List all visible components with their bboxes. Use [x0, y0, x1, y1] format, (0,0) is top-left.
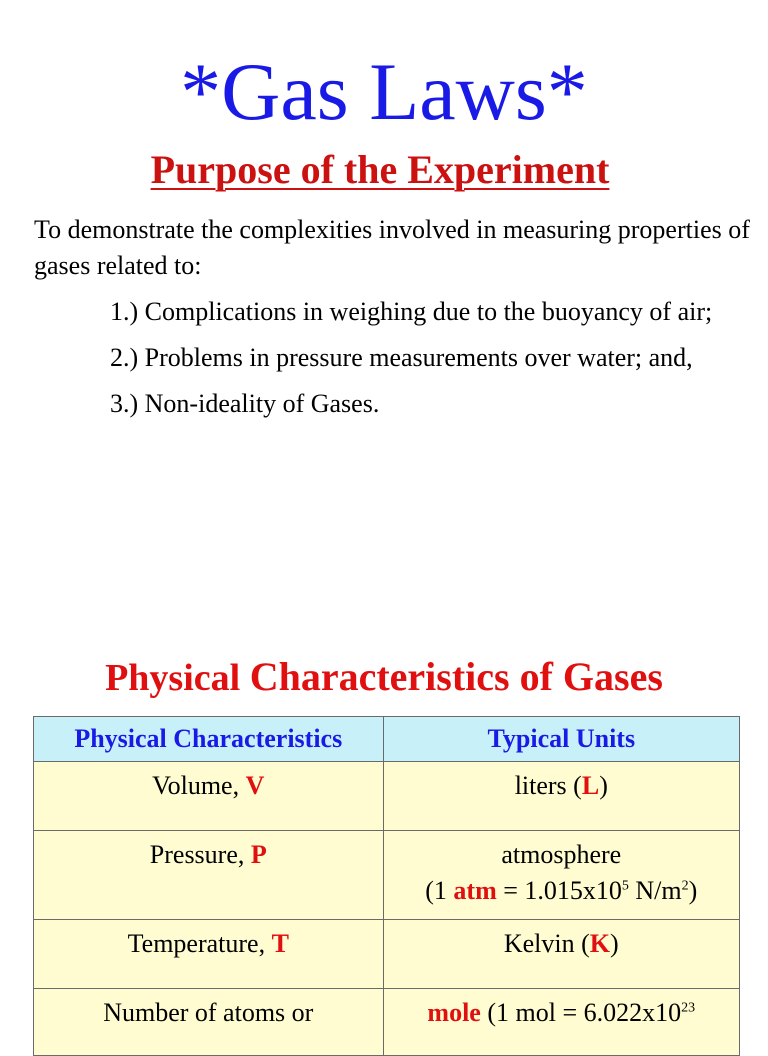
purpose-list — [110, 294, 750, 432]
characteristic-name: Pressure, — [149, 840, 251, 869]
unit-text: N/m — [628, 876, 682, 905]
characteristic-symbol: T — [271, 929, 289, 958]
cell-characteristic — [34, 989, 384, 1056]
unit-text: Kelvin ( — [503, 929, 590, 958]
characteristic-name: Volume, — [152, 771, 246, 800]
purpose-heading — [0, 144, 760, 196]
characteristics-heading-part-b: Characteristics of Gases — [249, 654, 663, 699]
cell-unit — [383, 831, 739, 920]
characteristic-name: Number of atoms or — [103, 998, 314, 1027]
characteristic-name: Temperature, — [127, 929, 272, 958]
list-item: 3.) Non-ideality of Gases. — [110, 389, 380, 418]
characteristic-symbol: V — [245, 771, 265, 800]
unit-exponent: 2 — [681, 878, 689, 894]
cell-unit — [383, 989, 739, 1056]
list-item: 1.) Complications in weighing due to the buoyancy of air; — [110, 297, 713, 326]
cell-unit — [383, 920, 739, 989]
unit-text: ) — [599, 771, 608, 800]
cell-unit — [383, 762, 739, 831]
unit-text: (1 — [425, 876, 454, 905]
column-header-units: Typical Units — [383, 717, 739, 762]
cell-characteristic — [34, 831, 384, 920]
characteristics-heading-part-a: Physical — [105, 657, 250, 699]
table-header-row — [34, 717, 740, 762]
unit-exponent: 23 — [681, 1000, 696, 1016]
unit-text: liters ( — [514, 771, 582, 800]
unit-definition — [388, 873, 735, 909]
unit-symbol: K — [589, 929, 611, 958]
unit-text: (1 mol = 6.022x10 — [480, 998, 682, 1027]
unit-symbol: mole — [427, 998, 481, 1027]
cell-characteristic — [34, 920, 384, 989]
purpose-intro: To demonstrate the complexities involved in measuring properties of gases related to: — [34, 215, 750, 280]
table-row — [34, 989, 740, 1056]
table-row — [34, 831, 740, 920]
cell-characteristic — [34, 762, 384, 831]
unit-exponent: 5 — [621, 878, 629, 894]
unit-text: ) — [610, 929, 619, 958]
unit-text: atmosphere — [501, 840, 622, 869]
characteristics-heading — [0, 652, 768, 703]
page-title: *Gas Laws* — [180, 46, 588, 137]
characteristics-table — [33, 716, 740, 1056]
list-item: 2.) Problems in pressure measurements over water; and, — [110, 343, 693, 372]
purpose-heading-text: Purpose of the Experiment — [150, 147, 610, 192]
unit-text: ) — [688, 876, 698, 905]
unit-symbol: L — [581, 771, 600, 800]
unit-text: = 1.015x10 — [496, 876, 622, 905]
table-row — [34, 762, 740, 831]
column-header-characteristic: Physical Characteristics — [34, 717, 384, 762]
table-row — [34, 920, 740, 989]
characteristic-symbol: P — [250, 840, 267, 869]
unit-symbol: atm — [453, 876, 497, 905]
